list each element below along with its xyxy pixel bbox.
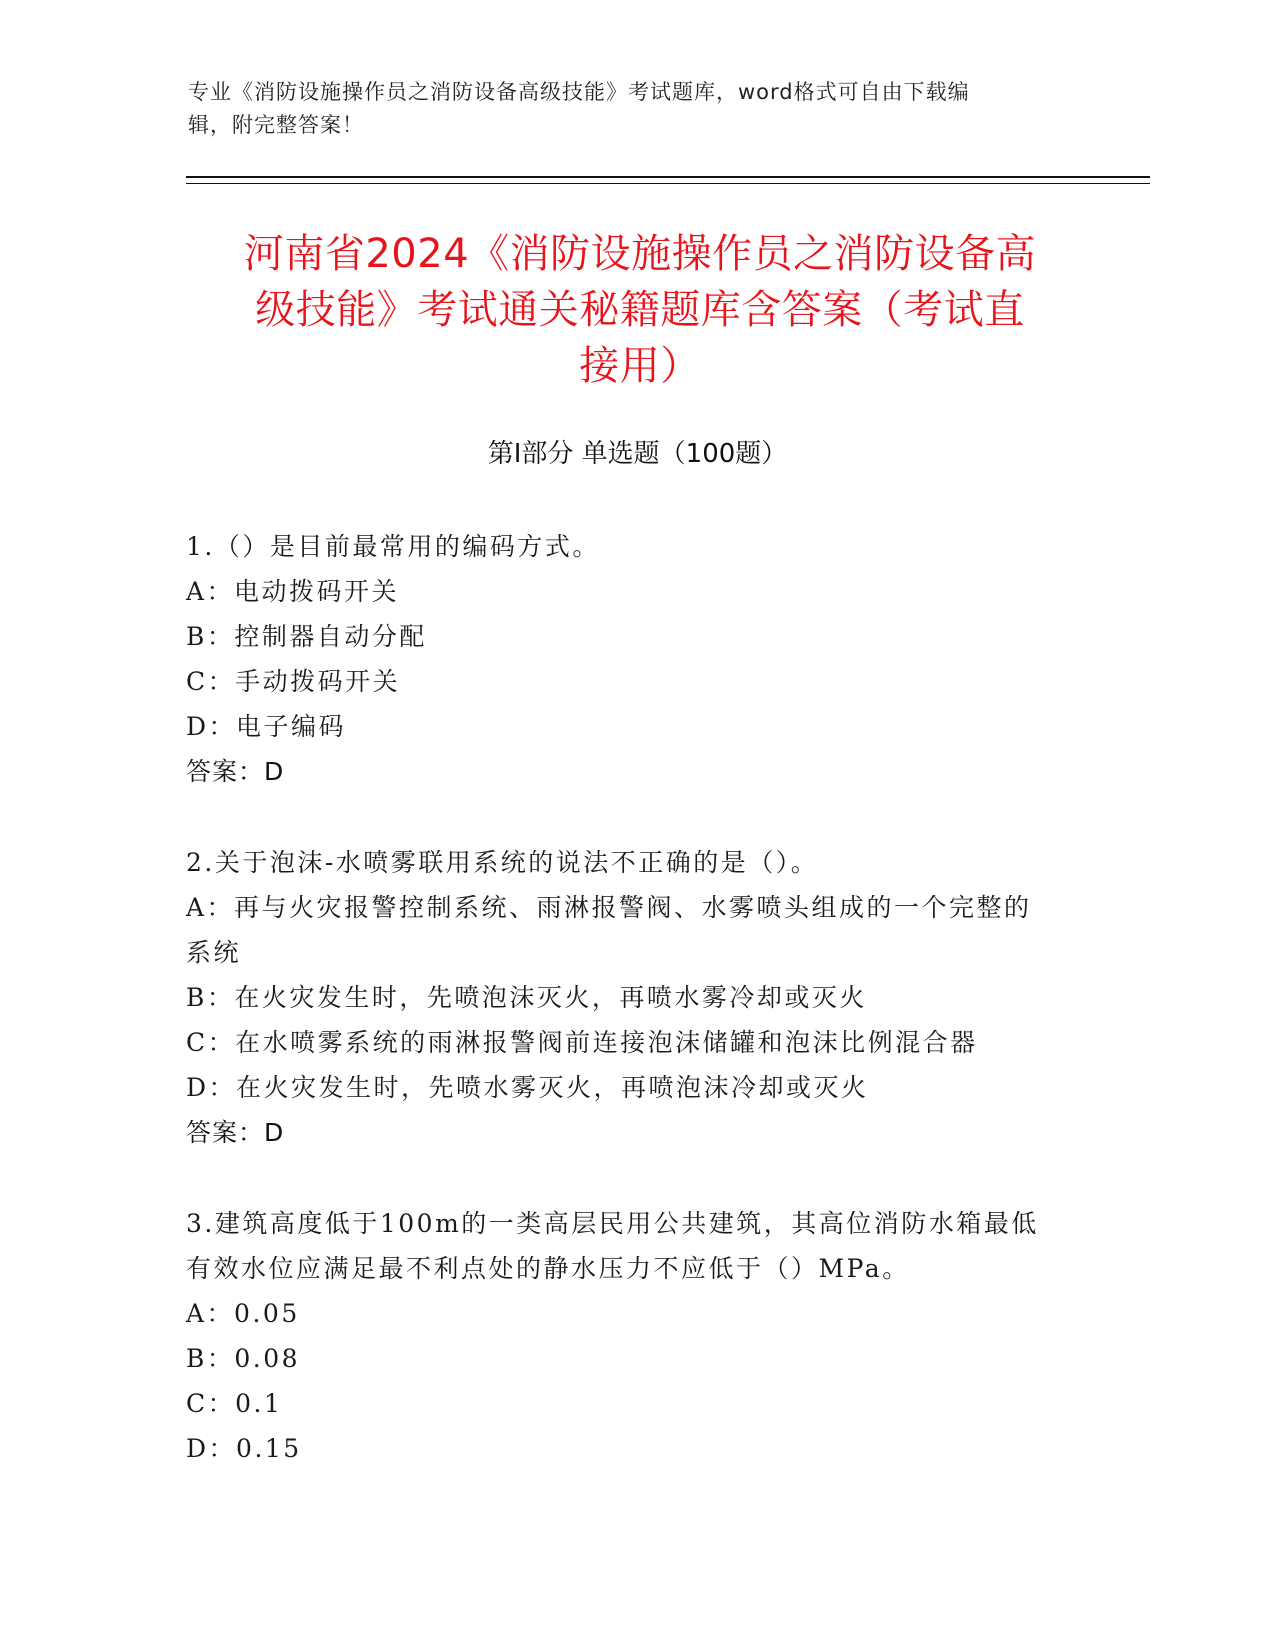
title-line: 级技能》考试通关秘籍题库含答案（考试直 <box>255 287 1025 333</box>
option-a-continued: 系统 <box>186 938 242 967</box>
answer-key: 答案：D <box>186 757 285 786</box>
question-stem: 3.建筑高度低于100m的一类高层民用公共建筑，其高位消防水箱最低 <box>186 1209 1039 1238</box>
option-d: D：在火灾发生时，先喷水雾灭火，再喷泡沫冷却或灭火 <box>186 1073 869 1102</box>
header-divider-thin <box>186 183 1150 184</box>
question-stem: 2.关于泡沫-水喷雾联用系统的说法不正确的是（）。 <box>186 848 819 877</box>
question-stem-continued: 有效水位应满足最不利点处的静水压力不应低于（）MPa。 <box>186 1254 910 1283</box>
question-item <box>186 1201 1086 1471</box>
question-list <box>186 524 1086 1517</box>
option-d: D：电子编码 <box>186 712 347 741</box>
option-b: B：控制器自动分配 <box>186 622 427 651</box>
header-divider <box>186 176 1150 178</box>
option-a: A：电动拨码开关 <box>186 577 400 606</box>
option-a: A：0.05 <box>186 1299 300 1328</box>
option-d: D：0.15 <box>186 1434 302 1463</box>
option-b: B：在火灾发生时，先喷泡沫灭火，再喷水雾冷却或灭火 <box>186 983 867 1012</box>
option-c: C：0.1 <box>186 1389 283 1418</box>
header-note <box>188 76 1088 142</box>
option-b: B：0.08 <box>186 1344 301 1373</box>
answer-key: 答案：D <box>186 1118 285 1147</box>
option-c: C：手动拨码开关 <box>186 667 401 696</box>
option-a: A：再与火灾报警控制系统、雨淋报警阀、水雾喷头组成的一个完整的 <box>186 893 1032 922</box>
document-title <box>150 226 1130 394</box>
option-c: C：在水喷雾系统的雨淋报警阀前连接泡沫储罐和泡沫比例混合器 <box>186 1028 978 1057</box>
section-heading: 第Ⅰ部分 单选题（100题） <box>487 439 788 469</box>
title-line: 河南省2024《消防设施操作员之消防设备高 <box>243 231 1037 277</box>
question-stem: 1.（）是目前最常用的编码方式。 <box>186 532 600 561</box>
title-line: 接用） <box>579 343 701 389</box>
question-item <box>186 524 1086 794</box>
header-note-line: 专业《消防设施操作员之消防设备高级技能》考试题库，word格式可自由下载编 <box>188 80 970 104</box>
header-note-line: 辑，附完整答案！ <box>188 113 364 137</box>
question-item <box>186 840 1086 1155</box>
